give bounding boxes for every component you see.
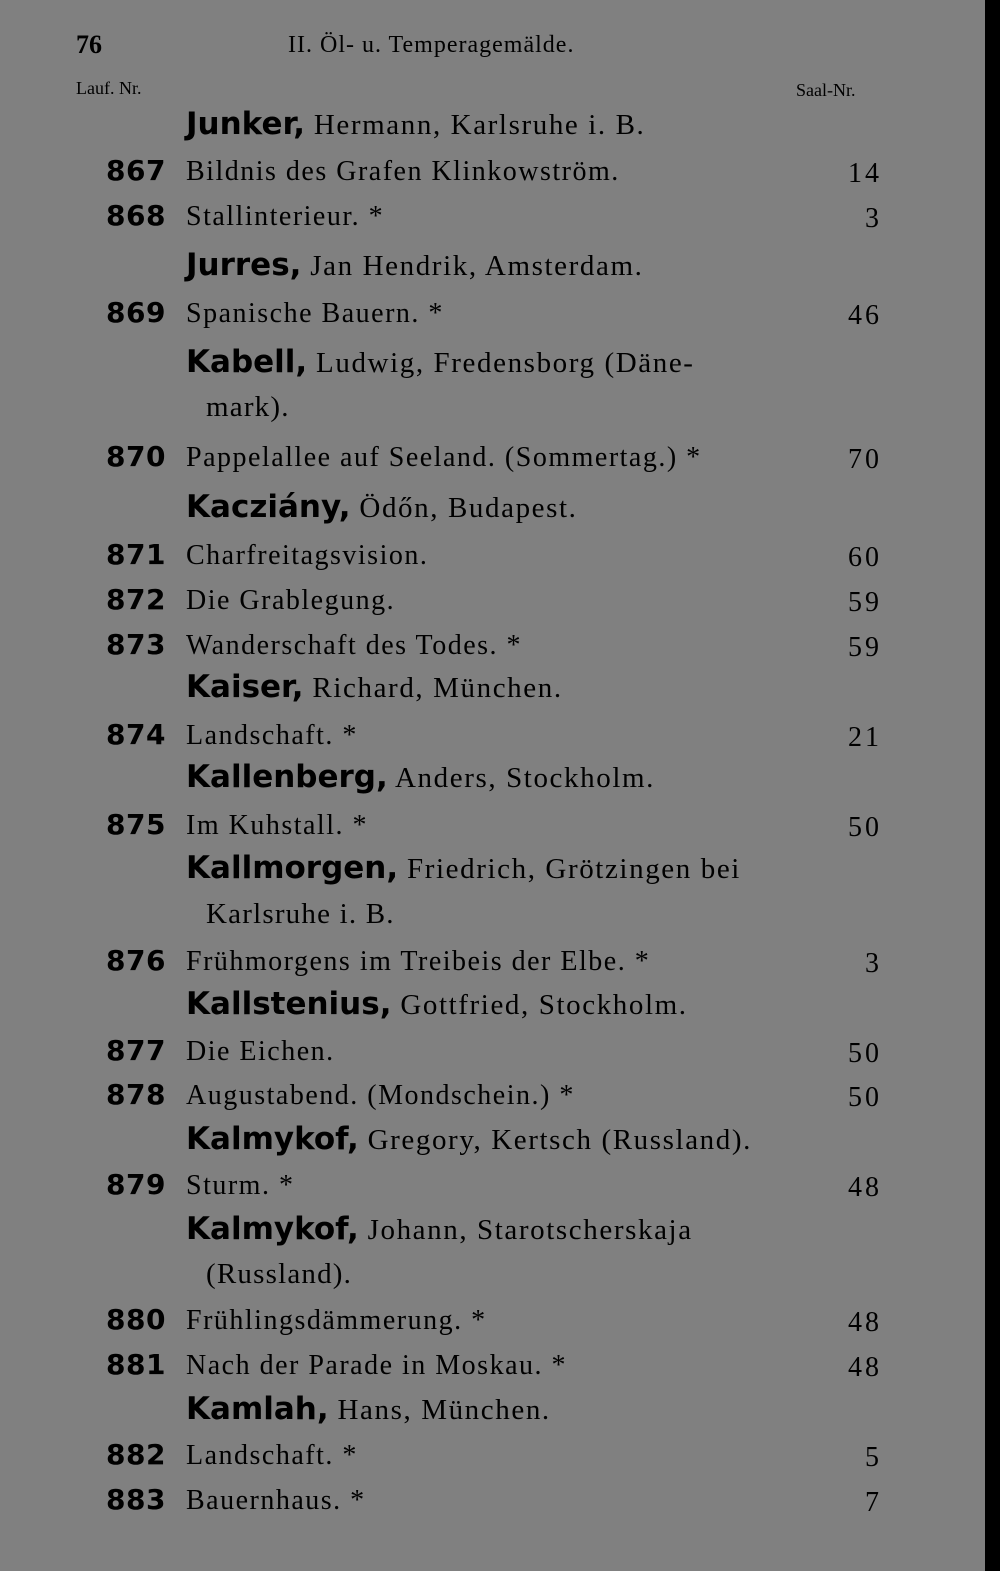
entry-number: 874 [106,718,166,751]
entry-number: 878 [106,1078,166,1111]
entry-number: 881 [106,1348,166,1381]
artist-name: Kalmykof, [186,1211,359,1247]
room-number: 50 [848,812,882,843]
catalog-entry [0,1432,985,1476]
entry-title: Wanderschaft des Todes. * [186,630,523,661]
entry-title: Bauernhaus. * [186,1485,366,1516]
catalog-entry [0,434,985,478]
entry-title: Charfreitagsvision. [186,540,429,571]
entry-number: 877 [106,1034,166,1067]
room-number: 70 [848,444,882,475]
entry-number: 869 [106,296,166,329]
entry-title: Stallinterieur. * [186,201,385,232]
entry-number: 872 [106,583,166,616]
artist-row [0,1387,985,1431]
artist-row [0,846,985,890]
entry-number: 867 [106,154,166,187]
entry-number: 870 [106,440,166,473]
catalog-entry [0,1297,985,1341]
entry-number: 868 [106,199,166,232]
artist-name: Kaiser, [186,669,304,705]
catalog-entry [0,193,985,237]
entry-title: Frühlingsdämmerung. * [186,1305,487,1336]
catalog-entry [0,1162,985,1206]
catalog-entry [0,1342,985,1386]
catalog-entry [0,577,985,621]
artist-details: Gottfried, Stockholm. [391,989,688,1021]
artist-name: Kallstenius, [186,986,392,1022]
continuation-text: mark). [206,391,290,423]
room-number: 46 [848,300,882,331]
room-number: 50 [848,1038,882,1069]
entry-title: Pappelallee auf Seeland. (Sommertag.) * [186,442,702,473]
entry-title: Frühmorgens im Treibeis der Elbe. * [186,946,651,977]
entry-number: 873 [106,628,166,661]
artist-row [0,1207,985,1251]
saal-nr-label: Saal-Nr. [796,80,856,100]
room-number: 48 [848,1352,882,1383]
entry-title: Landschaft. * [186,720,358,751]
artist-details: Johann, Starotscherskaja [358,1214,693,1246]
artist-row [0,102,985,146]
room-number: 5 [865,1442,882,1473]
room-number: 3 [865,948,882,979]
artist-details: Jan Hendrik, Amsterdam. [301,250,644,282]
artist-row [0,665,985,709]
room-number: 59 [848,587,882,618]
artist-details: Anders, Stockholm. [387,762,655,794]
entry-number: 875 [106,808,166,841]
entry-title: Nach der Parade in Moskau. * [186,1350,568,1381]
artist-name: Kamlah, [186,1391,329,1427]
catalog-entry [0,290,985,334]
catalog-entry [0,1028,985,1072]
artist-name: Junker, [186,106,305,142]
entry-number: 883 [106,1483,166,1516]
artist-continuation [0,385,985,429]
artist-name: Kacziány, [186,489,351,525]
artist-row [0,243,985,287]
running-head: II. Öl- u. Temperagemälde. [288,32,575,58]
artist-row [0,1117,985,1161]
entry-title: Die Grablegung. [186,585,396,616]
catalog-entry [0,1072,985,1116]
entry-title: Landschaft. * [186,1440,358,1471]
entry-number: 879 [106,1168,166,1201]
catalog-entry [0,712,985,756]
catalog-entry [0,802,985,846]
room-number: 7 [865,1487,882,1518]
catalog-entry [0,148,985,192]
catalog-entry [0,938,985,982]
entry-title: Im Kuhstall. * [186,810,368,841]
scan-margin [985,0,1000,1571]
room-number: 21 [848,722,882,753]
entry-number: 871 [106,538,166,571]
lauf-nr-label: Lauf. Nr. [76,78,142,98]
room-number: 48 [848,1172,882,1203]
artist-name: Kallenberg, [186,759,388,795]
artist-name: Jurres, [186,247,302,283]
artist-details: Hans, München. [328,1394,551,1426]
artist-details: Richard, München. [303,672,563,704]
artist-row [0,982,985,1026]
catalog-entry [0,622,985,666]
artist-name: Kallmorgen, [186,850,399,886]
entry-title: Die Eichen. [186,1036,335,1067]
artist-details: Friedrich, Grötzingen bei [398,853,741,885]
artist-continuation [0,892,985,936]
catalog-entry [0,1477,985,1521]
artist-row [0,755,985,799]
entry-title: Augustabend. (Mondschein.) * [186,1080,575,1111]
entry-title: Sturm. * [186,1170,295,1201]
artist-details: Ödőn, Budapest. [350,492,578,524]
room-number: 3 [865,203,882,234]
artist-row [0,485,985,529]
artist-row [0,340,985,384]
room-number: 48 [848,1307,882,1338]
entry-number: 880 [106,1303,166,1336]
artist-continuation [0,1252,985,1296]
room-number: 14 [848,158,882,189]
room-number: 50 [848,1082,882,1113]
room-number: 59 [848,632,882,663]
artist-details: Ludwig, Fredensborg (Däne- [307,347,695,379]
entry-title: Bildnis des Grafen Klinkowström. [186,156,620,187]
artist-name: Kalmykof, [186,1121,359,1157]
entry-title: Spanische Bauern. * [186,298,444,329]
page-number: 76 [76,30,102,59]
artist-details: Gregory, Kertsch (Russland). [358,1124,752,1156]
entry-number: 882 [106,1438,166,1471]
continuation-text: Karlsruhe i. B. [206,898,395,930]
artist-name: Kabell, [186,344,308,380]
artist-details: Hermann, Karlsruhe i. B. [305,109,646,141]
room-number: 60 [848,542,882,573]
entry-number: 876 [106,944,166,977]
catalog-entry [0,532,985,576]
continuation-text: (Russland). [206,1258,353,1290]
